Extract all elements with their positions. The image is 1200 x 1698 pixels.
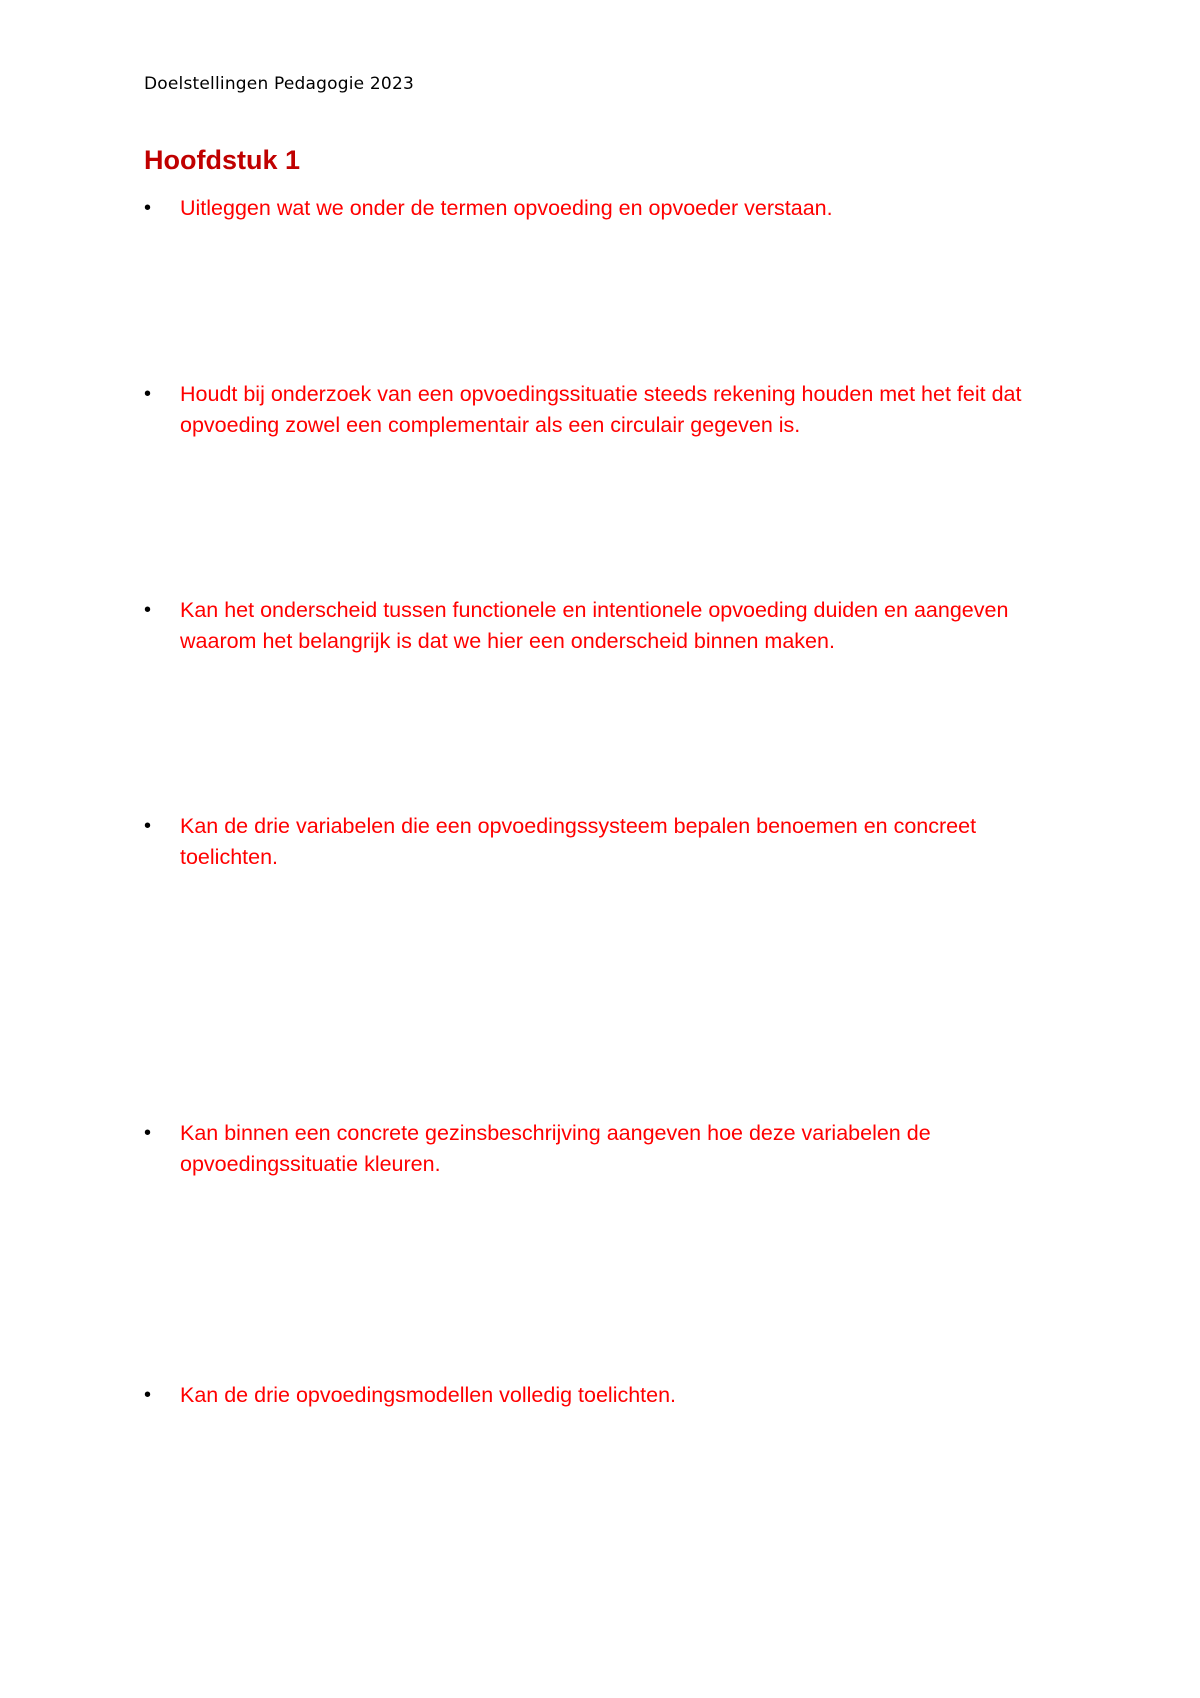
- objective-text: Kan de drie opvoedingsmodellen volledig toelichten.: [180, 1383, 677, 1407]
- bullet-icon: •: [144, 383, 152, 405]
- objective-text: Houdt bij onderzoek van een opvoedingssituatie steeds rekening houden met het feit dat opvoeding zowel een complementair als een circulair gegeven is.: [180, 382, 1022, 437]
- objective-item: [144, 379, 1074, 441]
- objective-item: [144, 595, 1074, 657]
- objective-item: [144, 811, 1074, 873]
- bullet-icon: •: [144, 815, 152, 837]
- chapter-title: Hoofdstuk 1: [144, 145, 301, 175]
- objective-text: Kan binnen een concrete gezinsbeschrijving aangeven hoe deze variabelen de opvoedingssituatie kleuren.: [180, 1121, 931, 1176]
- objective-item: [144, 193, 1074, 224]
- objective-text: Kan het onderscheid tussen functionele en intentionele opvoeding duiden en aangeven waarom het belangrijk is dat we hier een onderscheid binnen maken.: [180, 598, 1009, 653]
- objective-text: Uitleggen wat we onder de termen opvoeding en opvoeder verstaan.: [180, 196, 833, 220]
- bullet-icon: •: [144, 599, 152, 621]
- bullet-icon: •: [144, 1384, 152, 1406]
- page-header: Doelstellingen Pedagogie 2023: [144, 74, 414, 94]
- objective-item: [144, 1380, 1074, 1411]
- bullet-icon: •: [144, 197, 152, 219]
- bullet-icon: •: [144, 1122, 152, 1144]
- objective-text: Kan de drie variabelen die een opvoedingssysteem bepalen benoemen en concreet toelichten.: [180, 814, 977, 869]
- objective-item: [144, 1118, 1074, 1180]
